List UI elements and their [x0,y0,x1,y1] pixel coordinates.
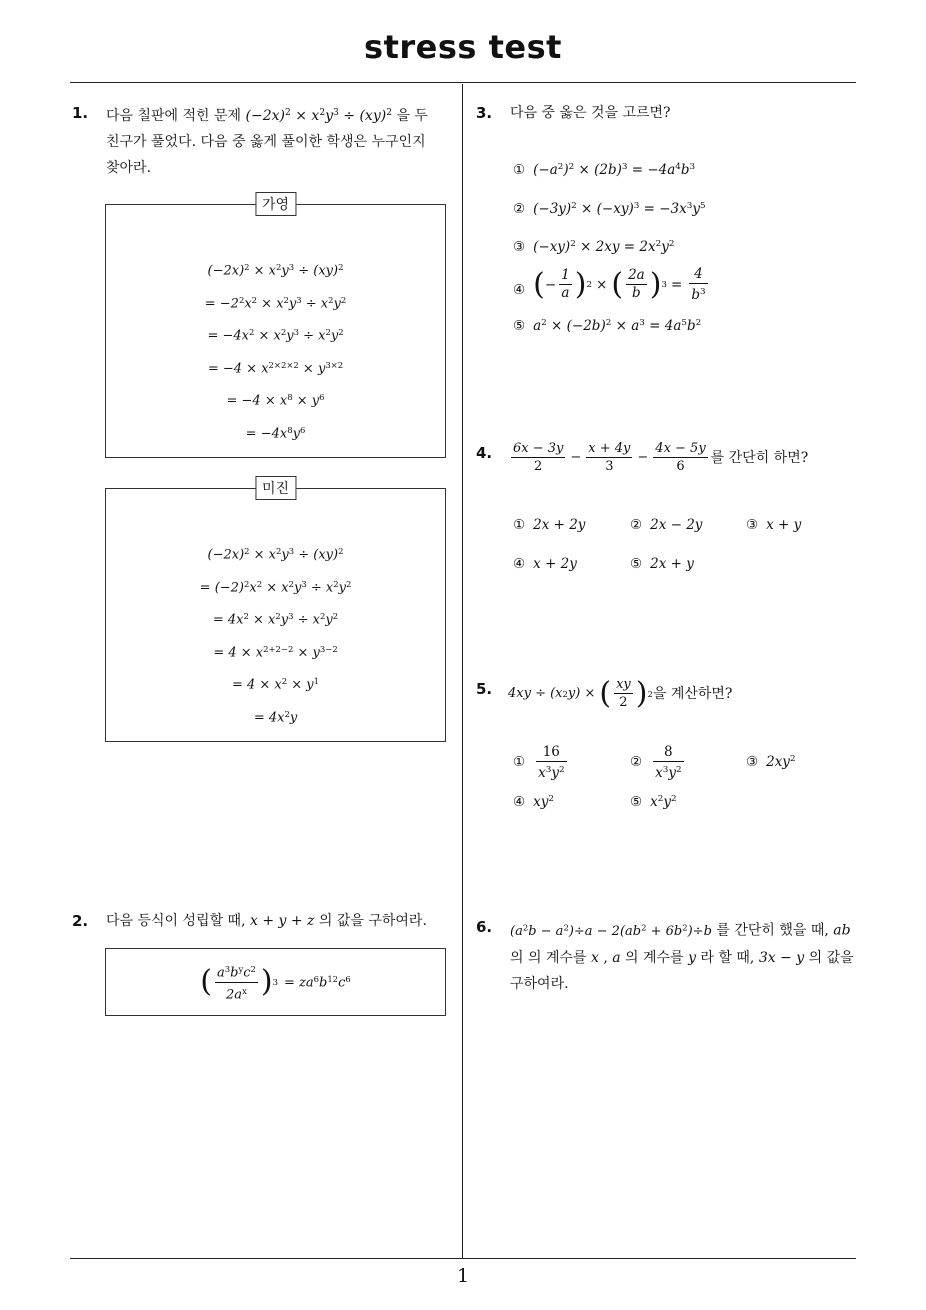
q1-number: 1. [72,104,89,122]
column-divider [462,84,463,1258]
q5-number: 5. [476,680,493,698]
q3-option-2[interactable]: ② $(-3y)^2 \times (-xy)^3 = -3x^3y^5$ [513,201,706,217]
q6-text: $(a^2b - a^2)\div a - 2(ab^2 + 6b^2)\div b$ 를 간단히 했을 때, ab 의 의 계수를 x , a 의 계수를 y 라 할 때, 3x − y 의 값을 구하여라. [510,922,854,992]
gayoung-steps: $(-2x)^2 \times x^2y^3 \div (xy)^2$ = $-2^2x^2 \times x^2y^3 \div x^2y^2$ = $-4x^2 \times x^2y^3 \div x^2y^2$ = $-4 \times x^{2\times 2\times 2} \times y^{3\times 2}$ = $-4 \times x^8 \times y^6$ = $-4x^8y^6$ [204,262,347,442]
q4-option-2[interactable]: ② 2x − 2y [630,517,703,533]
q1-text: 다음 칠판에 적힌 문제 $(-2x)^2 \times x^2y^3 \div (xy)^2$ 을 두 친구가 풀었다. 다음 중 옳게 풀이한 학생은 누구인지 찾아라. [106,108,428,176]
page-number: 1 [456,1265,470,1287]
q5-option-4[interactable]: ④ $xy^2$ [513,794,554,810]
q3-option-3[interactable]: ③ $(-xy)^2 \times 2xy = 2x^2y^2$ [513,239,675,255]
q2-equation-box: ( $\frac{a^3b^yc^2}{2a^x}$ ) 3 = $za^6b^{12}c^6$ [105,948,446,1016]
q2-number: 2. [72,912,89,930]
page-title: stress test [364,28,562,66]
q4-text: $\frac{6x - 3y}{2}$ − $\frac{x + 4y}{3}$ − $\frac{4x - 5y}{6}$ 를 간단히 하면? [513,441,809,474]
q3-text: 다음 중 옳은 것을 고르면? [510,105,671,121]
q5-option-5[interactable]: ⑤ $x^2y^2$ [630,794,677,810]
q3-option-1[interactable]: ① $(-a^2)^2 \times (2b)^3 = -4a^4b^3$ [513,162,696,178]
q5-option-1[interactable]: ① $\frac{16}{x^3y^2}$ [513,744,565,781]
q3-number: 3. [476,104,493,122]
q4-number: 4. [476,444,493,462]
box-label-mijin: 미진 [255,476,296,500]
solution-box-mijin [105,481,446,742]
header-rule [70,82,856,83]
q5-text: 4xy ÷ (x 2 y) × ( $\frac{xy}{2}$ ) 2 을 계산하면? [508,675,733,711]
box-label-gayoung: 가영 [255,192,296,216]
q4-option-3[interactable]: ③ x + y [746,517,802,533]
mijin-steps: $(-2x)^2 \times x^2y^3 \div (xy)^2$ = $(-2)^2x^2 \times x^2y^3 \div x^2y^2$ = $4x^2 \times x^2y^3 \div x^2y^2$ = $4 \times x^{2+2-2} \times y^{3-2}$ = $4 \times x^2 \times y^1$ = $4x^2y$ [199,546,352,726]
q5-option-3[interactable]: ③ $2xy^2$ [746,754,796,770]
q4-option-4[interactable]: ④ x + 2y [513,556,577,572]
q4-option-5[interactable]: ⑤ 2x + y [630,556,694,572]
q4-option-1[interactable]: ① 2x + 2y [513,517,586,533]
q3-option-5[interactable]: ⑤ $a^2 \times (-2b)^2 \times a^3 = 4a^5b^2$ [513,318,702,334]
q2-text: 다음 등식이 성립할 때, x + y + z 의 값을 구하여라. [106,913,427,929]
q5-option-2[interactable]: ② $\frac{8}{x^3y^2}$ [630,744,682,781]
q6-number: 6. [476,918,493,936]
solution-box-gayoung [105,197,446,458]
q3-option-4[interactable]: ④ ( − $\frac{1}{a}$ ) 2 × ( $\frac{2a}{b}$ ) 3 = $\frac{4}{b^3}$ [513,266,706,303]
footer-rule [70,1258,856,1259]
